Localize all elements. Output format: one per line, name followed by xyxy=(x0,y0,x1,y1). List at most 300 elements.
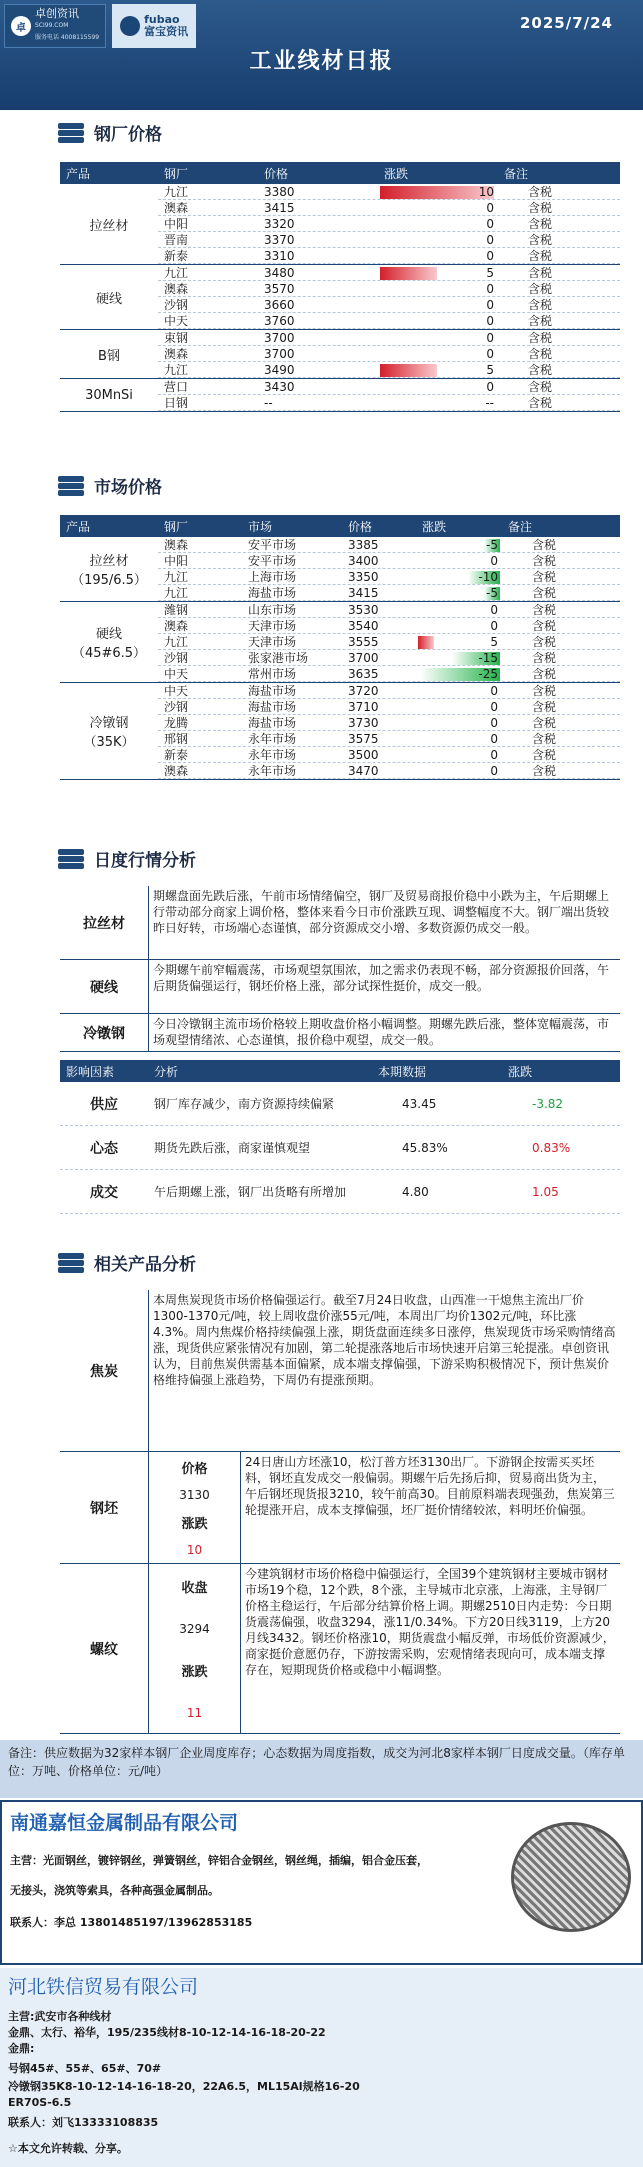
change-cell xyxy=(378,282,498,296)
group-rows xyxy=(158,265,620,329)
product-spec: （45#6.5） xyxy=(71,646,147,661)
remark: 含税 xyxy=(528,249,553,263)
stack-icon xyxy=(58,123,84,143)
price: 3490 xyxy=(264,362,295,377)
billet-text: 24日唐山方坯涨10，松汀普方坯3130出厂。下游钢企按需买买坯料，钢坯直发成交一般偏弱。期螺午后先扬后抑，贸易商出货为主，午后钢坯现货报3210，较午前高30。目前原料端表现强劲，焦炭第三轮提涨开启，成本支撑偏强，坯厂挺价情绪较浓，料明坯价偏强。 xyxy=(240,1452,620,1563)
change-value: 0 xyxy=(486,200,494,215)
mill-name: 九江 xyxy=(164,363,189,377)
market-price-table xyxy=(60,515,620,780)
change-value: 0 xyxy=(486,346,494,361)
group-rows xyxy=(158,602,620,682)
change-cell xyxy=(416,651,502,665)
product-name xyxy=(60,683,158,779)
product-group xyxy=(60,379,620,412)
remark: 含税 xyxy=(528,314,553,328)
table-row xyxy=(158,650,620,666)
table-row xyxy=(158,379,620,395)
table-header xyxy=(60,515,620,537)
price: 3700 xyxy=(264,330,295,345)
factor-change: 0.83% xyxy=(532,1140,571,1155)
table-row xyxy=(158,715,620,731)
factor-name: 成交 xyxy=(90,1184,118,1201)
change-cell xyxy=(378,217,498,231)
analysis-block xyxy=(60,1014,620,1052)
change-cell xyxy=(416,538,502,552)
group-rows xyxy=(158,537,620,601)
change-value: 5 xyxy=(486,265,494,280)
change-cell xyxy=(378,185,498,199)
change-cell xyxy=(378,249,498,263)
ad-line: 主营：光面钢丝，镀锌钢丝，弹簧钢丝，锌铝合金钢丝，钢丝绳，插编，铝合金压套， xyxy=(10,1854,428,1867)
factor-name: 供应 xyxy=(90,1096,118,1113)
factor-analysis: 午后期螺上涨，钢厂出货略有所增加 xyxy=(154,1185,347,1199)
market-name: 安平市场 xyxy=(248,554,297,568)
change-cell xyxy=(416,684,502,698)
factor-row xyxy=(60,1170,620,1214)
change-cell xyxy=(378,266,498,280)
coke-block xyxy=(60,1290,620,1452)
change-value: -25 xyxy=(478,666,498,681)
analysis-block xyxy=(60,886,620,960)
ad-line: 冷镦钢35K8-10-12-14-16-18-20，22A6.5，ML15Al规格16-20 xyxy=(8,2080,360,2093)
analysis-text: 今期螺午前窄幅震荡，市场观望氛围浓，加之需求仍表现不畅，部分资源报价回落，午后期货偏强运行，钢坯价格上涨，部分试探性挺价，成交一般。 xyxy=(148,960,620,1013)
remark: 含税 xyxy=(532,635,557,649)
header-cell: 涨跌 xyxy=(508,1064,533,1079)
price: 3500 xyxy=(348,747,379,762)
change-cell xyxy=(378,396,498,410)
change-value: 0 xyxy=(486,313,494,328)
rebar-change-key: 涨跌 xyxy=(181,1665,208,1681)
change-cell xyxy=(416,619,502,633)
table-row xyxy=(158,731,620,747)
daily-analysis xyxy=(60,886,620,1214)
change-value: 0 xyxy=(486,232,494,247)
header-cell: 本期数据 xyxy=(378,1064,427,1079)
group-rows xyxy=(158,683,620,779)
product-group xyxy=(60,602,620,683)
table-row xyxy=(158,297,620,313)
rebar-close-key: 收盘 xyxy=(181,1580,208,1596)
billet-block xyxy=(60,1452,620,1564)
section-daily-analysis: 日度行情分析 xyxy=(58,846,196,871)
remark: 含税 xyxy=(528,363,553,377)
mill-name: 中天 xyxy=(164,684,189,698)
mill-name: 九江 xyxy=(164,570,189,584)
table-row xyxy=(158,553,620,569)
change-value: 0 xyxy=(490,602,498,617)
remark: 含税 xyxy=(528,396,553,410)
factor-change: -3.82 xyxy=(532,1096,564,1111)
remark: 含税 xyxy=(528,298,553,312)
product-group xyxy=(60,265,620,330)
mill-name: 九江 xyxy=(164,266,189,280)
mill-name: 新泰 xyxy=(164,249,189,263)
remark: 含税 xyxy=(528,266,553,280)
header-cell: 钢厂 xyxy=(164,519,189,534)
table-row xyxy=(158,537,620,553)
footer-note: ☆本文允许转载、分享。 xyxy=(8,2142,128,2155)
change-cell xyxy=(416,554,502,568)
product-group xyxy=(60,330,620,379)
table-header xyxy=(60,162,620,184)
mill-name: 龙腾 xyxy=(164,716,189,730)
mill-name: 沙钢 xyxy=(164,298,189,312)
header-cell: 涨跌 xyxy=(384,166,409,181)
change-cell xyxy=(378,331,498,345)
coke-text: 本周焦炭现货市场价格偏强运行。截至7月24日收盘，山西准一干熄焦主流出厂价1300-1370元/吨，较上周收盘价涨55元/吨，本周出厂均价1302元/吨，环比涨4.3%。周内焦煤价格持续偏强上涨，期货盘面连续多日涨停，焦炭现货市场采购情绪高涨，现货供应紧张情况有加剧，第二轮提涨落地后市场快速开启第三轮提涨。卓创资讯认为，目前焦炭供需基本面偏紧，成本端支撑偏强，下游采购积极情况下，预计焦炭价格维持偏强上涨趋势，下周仍有提涨预期。 xyxy=(148,1290,620,1451)
change-value: 0 xyxy=(486,297,494,312)
product-name: 30MnSi xyxy=(85,387,133,403)
table-row xyxy=(158,216,620,232)
change-bar-up xyxy=(380,267,437,280)
mill-name: 束钢 xyxy=(164,331,189,345)
table-row xyxy=(158,265,620,281)
header-cell: 备注 xyxy=(504,166,529,181)
price: 3710 xyxy=(348,699,379,714)
remark: 含税 xyxy=(532,619,557,633)
report-header xyxy=(0,0,643,110)
change-cell xyxy=(378,347,498,361)
price: 3575 xyxy=(348,731,379,746)
section-related-products: 相关产品分析 xyxy=(58,1250,196,1275)
price: 3430 xyxy=(264,379,295,394)
market-name: 安平市场 xyxy=(248,538,297,552)
sci99-logo: 卓 卓创资讯 SCI99.COM 服务电话 4008115599 xyxy=(4,4,106,48)
factor-value: 45.83% xyxy=(402,1140,448,1155)
factor-row xyxy=(60,1082,620,1126)
factor-value: 4.80 xyxy=(402,1184,429,1199)
mill-name: 九江 xyxy=(164,586,189,600)
table-row xyxy=(158,634,620,650)
market-name: 海盐市场 xyxy=(248,586,297,600)
change-value: 5 xyxy=(490,634,498,649)
billet-price-key: 价格 xyxy=(181,1461,208,1477)
market-name: 海盐市场 xyxy=(248,716,297,730)
remark: 含税 xyxy=(532,586,557,600)
group-rows xyxy=(158,379,620,411)
mill-name: 中天 xyxy=(164,667,189,681)
header-cell: 钢厂 xyxy=(164,166,189,181)
product-name xyxy=(60,602,158,682)
remark: 含税 xyxy=(532,570,557,584)
table-row xyxy=(158,569,620,585)
remark: 含税 xyxy=(532,554,557,568)
market-name: 天津市场 xyxy=(248,619,297,633)
mill-name: 澳森 xyxy=(164,538,189,552)
change-value: 0 xyxy=(490,715,498,730)
related-analysis xyxy=(60,1290,620,1734)
price: 3660 xyxy=(264,297,295,312)
price: 3635 xyxy=(348,666,379,681)
price: 3530 xyxy=(348,602,379,617)
report-title: 工业线材日报 xyxy=(249,49,394,74)
ad-line: 无接头，浇筑等索具，各种高强金属制品。 xyxy=(10,1884,219,1897)
remark: 含税 xyxy=(528,233,553,247)
market-name: 常州市场 xyxy=(248,667,297,681)
change-cell xyxy=(378,298,498,312)
mill-name: 澳森 xyxy=(164,764,189,778)
change-value: 0 xyxy=(486,248,494,263)
remark: 含税 xyxy=(532,538,557,552)
market-name: 海盐市场 xyxy=(248,700,297,714)
price: 3540 xyxy=(348,618,379,633)
change-value: 0 xyxy=(486,216,494,231)
market-name: 海盐市场 xyxy=(248,684,297,698)
remark: 含税 xyxy=(532,684,557,698)
price: 3350 xyxy=(348,569,379,584)
mill-name: 澳森 xyxy=(164,347,189,361)
change-value: -5 xyxy=(486,585,498,600)
mill-name: 晋南 xyxy=(164,233,189,247)
change-cell xyxy=(416,603,502,617)
rebar-block xyxy=(60,1564,620,1734)
product-name xyxy=(60,537,158,601)
price: -- xyxy=(264,395,273,410)
table-row xyxy=(158,618,620,634)
price: 3310 xyxy=(264,248,295,263)
mill-price-table xyxy=(60,162,620,412)
ad-line: 主营:武安市各种线材 xyxy=(8,2010,112,2023)
change-cell xyxy=(416,716,502,730)
change-value: 0 xyxy=(490,763,498,778)
remark: 含税 xyxy=(532,716,557,730)
remark: 含税 xyxy=(532,667,557,681)
change-cell xyxy=(416,748,502,762)
price: 3385 xyxy=(348,537,379,552)
product-name: 拉丝材 xyxy=(89,218,129,234)
market-name: 永年市场 xyxy=(248,748,297,762)
mill-name: 新泰 xyxy=(164,748,189,762)
table-row xyxy=(158,313,620,329)
mill-name: 邢钢 xyxy=(164,732,189,746)
mill-name: 中天 xyxy=(164,314,189,328)
billet-change: 10 xyxy=(186,1543,203,1558)
ad-line: 号钢45#、55#、65#、70# xyxy=(8,2062,162,2075)
note-box: 备注：供应数据为32家样本钢厂企业周度库存；心态数据为周度指数，成交为河北8家样本钢厂日度成交量。（库存单位：万吨、价格单位：元/吨） xyxy=(0,1740,643,1798)
remark: 含税 xyxy=(532,764,557,778)
group-rows xyxy=(158,184,620,264)
ad-company-name: 河北铁信贸易有限公司 xyxy=(8,1976,199,1998)
header-cell: 分析 xyxy=(154,1064,179,1079)
market-name: 山东市场 xyxy=(248,603,297,617)
stack-icon xyxy=(58,1253,84,1273)
coke-label: 焦炭 xyxy=(90,1363,118,1380)
change-cell xyxy=(378,233,498,247)
section-market-price: 市场价格 xyxy=(58,473,162,498)
ad-line: 金鼎: xyxy=(8,2042,35,2055)
table-row xyxy=(158,200,620,216)
change-cell xyxy=(378,314,498,328)
factor-value: 43.45 xyxy=(402,1096,437,1111)
table-row xyxy=(158,683,620,699)
factor-analysis: 期货先跌后涨，商家谨慎观望 xyxy=(154,1141,311,1155)
change-value: 0 xyxy=(490,553,498,568)
remark: 含税 xyxy=(532,700,557,714)
price: 3760 xyxy=(264,313,295,328)
header-cell: 市场 xyxy=(248,519,273,534)
table-row xyxy=(158,395,620,411)
change-cell xyxy=(378,363,498,377)
price: 3320 xyxy=(264,216,295,231)
header-cell: 价格 xyxy=(348,519,373,534)
market-name: 张家港市场 xyxy=(248,651,309,665)
product-group xyxy=(60,184,620,265)
change-value: 10 xyxy=(478,184,494,199)
product-group xyxy=(60,683,620,780)
ad-line: 联系人：李总 13801485197/13962853185 xyxy=(10,1916,253,1929)
product-name: 硬线 xyxy=(95,291,122,307)
price: 3480 xyxy=(264,265,295,280)
table-row xyxy=(158,362,620,378)
analysis-label: 冷镦钢 xyxy=(83,1025,125,1042)
remark: 含税 xyxy=(532,651,557,665)
remark: 含税 xyxy=(532,603,557,617)
billet-change-key: 涨跌 xyxy=(181,1517,208,1533)
header-cell: 影响因素 xyxy=(66,1064,115,1079)
factor-name: 心态 xyxy=(90,1140,118,1157)
analysis-text: 今日冷镦钢主流市场价格较上期收盘价格小幅调整。期螺先跌后涨，整体宽幅震荡，市场观望情绪浓、心态谨慎，报价稳中观望，成交一般。 xyxy=(148,1014,620,1051)
remark: 含税 xyxy=(528,217,553,231)
change-bar-up xyxy=(418,636,434,649)
mill-name: 潍钢 xyxy=(164,603,189,617)
header-cell: 备注 xyxy=(508,519,533,534)
change-value: 0 xyxy=(490,731,498,746)
market-name: 上海市场 xyxy=(248,570,297,584)
remark: 含税 xyxy=(528,380,553,394)
market-name: 天津市场 xyxy=(248,635,297,649)
change-cell xyxy=(416,586,502,600)
remark: 含税 xyxy=(532,748,557,762)
table-row xyxy=(158,248,620,264)
table-row xyxy=(158,763,620,779)
product-spec: （35K） xyxy=(83,735,135,750)
remark: 含税 xyxy=(528,185,553,199)
wire-rope-image xyxy=(511,1822,631,1932)
price: 3700 xyxy=(348,650,379,665)
change-value: -- xyxy=(485,395,494,410)
product-label: 硬线 xyxy=(95,627,122,642)
change-value: 0 xyxy=(486,330,494,345)
rebar-change: 11 xyxy=(186,1706,203,1721)
product-label: 冷镦钢 xyxy=(89,716,129,731)
rebar-text: 今建筑钢材市场价格稳中偏强运行，全国39个建筑钢材主要城市钢材市场19个稳，12个跌，8个涨，主导城市北京涨，上海涨，主导钢厂价格主稳运行，午后部分结算价格上调。期螺2510日内走势：今日期货震荡偏强，收盘3294，涨11/0.34%。下方20日线3119，上方20月线3432。钢坯价格涨10，期货震盘小幅反弹，市场低价资源减少，商家挺价意愿仍存，下游按需采购，宏观情绪表现向可，成本端支撑存在，短期现货价格或稳中小幅调整。 xyxy=(240,1564,620,1733)
change-cell xyxy=(416,732,502,746)
market-name: 永年市场 xyxy=(248,732,297,746)
change-cell xyxy=(378,201,498,215)
price: 3380 xyxy=(264,184,295,199)
stack-icon xyxy=(58,476,84,496)
factor-header xyxy=(60,1060,620,1082)
change-cell xyxy=(416,570,502,584)
price: 3415 xyxy=(348,585,379,600)
mill-name: 沙钢 xyxy=(164,700,189,714)
mill-name: 沙钢 xyxy=(164,651,189,665)
change-value: -5 xyxy=(486,537,498,552)
price: 3730 xyxy=(348,715,379,730)
analysis-label: 拉丝材 xyxy=(83,915,125,932)
table-row xyxy=(158,330,620,346)
change-value: -15 xyxy=(478,650,498,665)
change-value: -10 xyxy=(478,569,498,584)
change-cell xyxy=(416,635,502,649)
change-cell xyxy=(416,764,502,778)
change-value: 0 xyxy=(490,699,498,714)
mill-name: 澳森 xyxy=(164,282,189,296)
ad-line: ER70S-6.5 xyxy=(8,2096,72,2109)
change-value: 0 xyxy=(486,379,494,394)
remark: 含税 xyxy=(528,331,553,345)
mill-name: 九江 xyxy=(164,185,189,199)
report-date: 2025/7/24 xyxy=(519,14,613,32)
change-value: 5 xyxy=(486,362,494,377)
group-rows xyxy=(158,330,620,378)
header-cell: 产品 xyxy=(66,519,91,534)
billet-label: 钢坯 xyxy=(90,1500,118,1517)
change-value: 0 xyxy=(486,281,494,296)
price: 3720 xyxy=(348,683,379,698)
rebar-label: 螺纹 xyxy=(90,1641,118,1658)
table-row xyxy=(158,346,620,362)
ad-line: 金鼎、太行、裕华，195/235线材8-10-12-14-16-18-20-22 xyxy=(8,2026,326,2039)
product-name: B钢 xyxy=(98,348,120,364)
mill-name: 营口 xyxy=(164,380,189,394)
table-row xyxy=(158,602,620,618)
remark: 含税 xyxy=(528,201,553,215)
change-cell xyxy=(378,380,498,394)
product-label: 拉丝材 xyxy=(89,554,129,569)
change-cell xyxy=(416,667,502,681)
price: 3415 xyxy=(264,200,295,215)
ad-company-name: 南通嘉恒金属制品有限公司 xyxy=(10,1812,239,1834)
price: 3400 xyxy=(348,553,379,568)
analysis-block xyxy=(60,960,620,1014)
change-bar-up xyxy=(380,364,437,377)
ad-hebei xyxy=(0,1968,643,2167)
market-name: 永年市场 xyxy=(248,764,297,778)
change-value: 0 xyxy=(490,618,498,633)
remark: 含税 xyxy=(528,347,553,361)
stack-icon xyxy=(58,849,84,869)
mill-name: 中阳 xyxy=(164,217,189,231)
table-row xyxy=(158,585,620,601)
change-bar-up xyxy=(380,186,494,199)
change-value: 0 xyxy=(490,683,498,698)
change-cell xyxy=(416,700,502,714)
header-cell: 产品 xyxy=(66,166,91,181)
price: 3700 xyxy=(264,346,295,361)
mill-name: 澳森 xyxy=(164,201,189,215)
header-cell: 价格 xyxy=(264,166,289,181)
ad-nantong xyxy=(0,1800,643,1965)
mill-name: 九江 xyxy=(164,635,189,649)
table-row xyxy=(158,232,620,248)
header-cell: 涨跌 xyxy=(422,519,447,534)
table-row xyxy=(158,699,620,715)
remark: 含税 xyxy=(528,282,553,296)
price: 3470 xyxy=(348,763,379,778)
ad-line: 联系人：刘飞13333108835 xyxy=(8,2116,159,2129)
remark: 含税 xyxy=(532,732,557,746)
price: 3370 xyxy=(264,232,295,247)
analysis-label: 硬线 xyxy=(90,979,118,996)
table-row xyxy=(158,747,620,763)
analysis-text: 期螺盘面先跌后涨，午前市场情绪偏空，钢厂及贸易商报价稳中小跌为主，午后期螺上行带动部分商家上调价格，整体来看今日市价涨跌互现、调整幅度不大。钢厂端出货较昨日好转，市场端心态谨慎，部分资源成交小增、多数资源仍成交一般。 xyxy=(148,886,620,959)
section-mill-price: 钢厂价格 xyxy=(58,120,162,145)
price: 3555 xyxy=(348,634,379,649)
factor-row xyxy=(60,1126,620,1170)
mill-name: 日钢 xyxy=(164,396,189,410)
fubao-logo: fubao 富宝资讯 xyxy=(112,4,196,48)
